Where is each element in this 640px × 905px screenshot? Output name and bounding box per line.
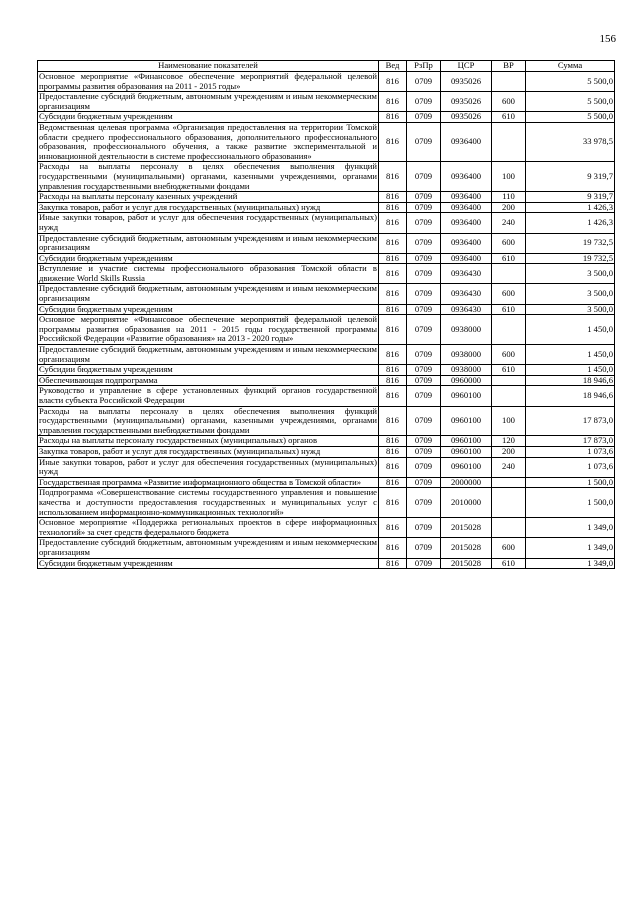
row-sum: 33 978,5 <box>526 122 615 161</box>
row-vr: 610 <box>492 365 526 376</box>
row-sum: 1 349,0 <box>526 538 615 558</box>
row-vr: 600 <box>492 233 526 253</box>
row-rzpr: 0709 <box>407 112 441 123</box>
row-ved: 816 <box>379 457 407 477</box>
row-name: Субсидии бюджетным учреждениям <box>38 558 379 569</box>
row-csr: 0935026 <box>441 112 492 123</box>
row-rzpr: 0709 <box>407 315 441 345</box>
table-row <box>38 92 615 112</box>
row-name: Субсидии бюджетным учреждениям <box>38 304 379 315</box>
row-sum: 3 500,0 <box>526 264 615 284</box>
table-row <box>38 436 615 447</box>
row-rzpr: 0709 <box>407 365 441 376</box>
table-row <box>38 558 615 569</box>
row-csr: 0960100 <box>441 446 492 457</box>
row-ved: 816 <box>379 365 407 376</box>
row-rzpr: 0709 <box>407 477 441 488</box>
table-row <box>38 253 615 264</box>
row-ved: 816 <box>379 558 407 569</box>
row-rzpr: 0709 <box>407 488 441 518</box>
row-rzpr: 0709 <box>407 406 441 436</box>
table-row <box>38 446 615 457</box>
row-ved: 816 <box>379 315 407 345</box>
row-rzpr: 0709 <box>407 202 441 213</box>
row-sum: 5 500,0 <box>526 92 615 112</box>
row-name: Вступление и участие системы профессионального образования Томской области в движение World Skills Russia <box>39 263 377 283</box>
row-name: Расходы на выплаты персоналу государственных (муниципальных) органов <box>38 436 379 447</box>
row-ved: 816 <box>379 264 407 284</box>
row-ved: 816 <box>379 446 407 457</box>
row-sum: 1 500,0 <box>526 488 615 518</box>
table-body <box>38 72 615 569</box>
row-rzpr: 0709 <box>407 375 441 386</box>
row-ved: 816 <box>379 538 407 558</box>
table-row <box>38 477 615 488</box>
row-vr <box>492 477 526 488</box>
table-row <box>38 365 615 376</box>
row-name: Предоставление субсидий бюджетным, автономным учреждениям и иным некоммерческим организациям <box>39 232 377 253</box>
row-sum: 1 450,0 <box>526 315 615 345</box>
row-rzpr: 0709 <box>407 304 441 315</box>
row-sum: 18 946,6 <box>526 375 615 386</box>
row-vr: 600 <box>492 92 526 112</box>
row-rzpr: 0709 <box>407 436 441 447</box>
header-sum: Сумма <box>526 61 615 72</box>
header-ved: Вед <box>379 61 407 72</box>
row-csr: 0935026 <box>441 92 492 112</box>
row-csr: 0936400 <box>441 213 492 233</box>
row-csr: 0935026 <box>441 72 492 92</box>
row-name: Субсидии бюджетным учреждениям <box>38 253 379 264</box>
row-vr: 120 <box>492 436 526 447</box>
table-row <box>38 192 615 203</box>
row-name: Предоставление субсидий бюджетным, автономным учреждениям и иным некоммерческим организациям <box>39 537 377 557</box>
row-ved: 816 <box>379 345 407 365</box>
row-vr <box>492 375 526 386</box>
row-sum: 9 319,7 <box>526 162 615 192</box>
row-ved: 816 <box>379 192 407 203</box>
row-ved: 816 <box>379 122 407 161</box>
row-vr: 600 <box>492 345 526 365</box>
row-name: Закупка товаров, работ и услуг для государственных (муниципальных) нужд <box>38 446 379 457</box>
table-row <box>38 304 615 315</box>
row-vr <box>492 518 526 538</box>
row-ved: 816 <box>379 162 407 192</box>
header-csr: ЦСР <box>441 61 492 72</box>
row-csr: 0936430 <box>441 264 492 284</box>
page-number: 156 <box>599 33 616 45</box>
row-sum: 19 732,5 <box>526 253 615 264</box>
row-name: Подпрограмма «Совершенствование системы государственного управления и повышение качества и доступности предоставления государственных и муниципальных услуг с использованием информационно-коммуникационных технологий» <box>39 487 377 517</box>
row-rzpr: 0709 <box>407 92 441 112</box>
row-ved: 816 <box>379 518 407 538</box>
row-csr: 2015028 <box>441 558 492 569</box>
row-vr <box>492 72 526 92</box>
row-rzpr: 0709 <box>407 446 441 457</box>
row-rzpr: 0709 <box>407 386 441 406</box>
row-ved: 816 <box>379 436 407 447</box>
row-name: Основное мероприятие «Финансовое обеспечение мероприятий федеральной целевой программы развития образования на 2011 - 2015 годы» <box>39 71 377 91</box>
row-name: Руководство и управление в сфере установленных функций органов государственной власти субъекта Российской Федерации <box>39 385 377 405</box>
row-vr: 240 <box>492 457 526 477</box>
row-vr <box>492 315 526 345</box>
row-rzpr: 0709 <box>407 122 441 161</box>
row-name: Иные закупки товаров, работ и услуг для обеспечения государственных (муниципальных) нужд <box>39 456 377 477</box>
row-name: Ведомственная целевая программа «Организация предоставления на территории Томской области среднего профессионального образования, дополнительного профессионального образования, профессионального обучения, а также развитие экспериментальной и инновационной деятельности в системе профессионального образования» <box>39 121 377 161</box>
table-row <box>38 406 615 436</box>
row-name: Государственная программа «Развитие информационного общества в Томской области» <box>38 477 379 488</box>
row-name: Расходы на выплаты персоналу казенных учреждений <box>38 192 379 203</box>
row-sum: 5 500,0 <box>526 72 615 92</box>
row-name: Иные закупки товаров, работ и услуг для обеспечения государственных (муниципальных) нужд <box>39 212 377 232</box>
row-csr: 0936400 <box>441 122 492 161</box>
row-ved: 816 <box>379 233 407 253</box>
row-name: Субсидии бюджетным учреждениям <box>38 112 379 123</box>
row-vr: 240 <box>492 213 526 233</box>
row-vr: 600 <box>492 538 526 558</box>
table-row <box>38 345 615 365</box>
table-row <box>38 386 615 406</box>
table-row <box>38 213 615 233</box>
row-ved: 816 <box>379 112 407 123</box>
table-row <box>38 162 615 192</box>
row-rzpr: 0709 <box>407 213 441 233</box>
row-csr: 0936400 <box>441 253 492 264</box>
row-vr: 100 <box>492 162 526 192</box>
row-csr: 0960100 <box>441 386 492 406</box>
row-csr: 0960100 <box>441 436 492 447</box>
row-csr: 0960100 <box>441 406 492 436</box>
table-row <box>38 488 615 518</box>
row-rzpr: 0709 <box>407 538 441 558</box>
row-name: Расходы на выплаты персоналу в целях обеспечения выполнения функций государственными (муниципальными) органами, казенными учреждениями, органами управления государственными внебюджетными фондами <box>39 405 377 435</box>
table-row <box>38 202 615 213</box>
header-row <box>38 61 615 72</box>
row-csr: 0938000 <box>441 315 492 345</box>
row-ved: 816 <box>379 477 407 488</box>
row-vr <box>492 386 526 406</box>
row-csr: 0936400 <box>441 233 492 253</box>
row-csr: 2010000 <box>441 488 492 518</box>
row-sum: 9 319,7 <box>526 192 615 203</box>
row-sum: 17 873,0 <box>526 436 615 447</box>
row-name: Основное мероприятие «Поддержка региональных проектов в сфере информационных технологий» за счет средств федерального бюджета <box>39 517 377 537</box>
row-vr: 610 <box>492 112 526 123</box>
row-ved: 816 <box>379 202 407 213</box>
header-vr: ВР <box>492 61 526 72</box>
row-vr: 100 <box>492 406 526 436</box>
row-name: Закупка товаров, работ и услуг для государственных (муниципальных) нужд <box>38 202 379 213</box>
row-sum: 1 073,6 <box>526 457 615 477</box>
row-sum: 3 500,0 <box>526 304 615 315</box>
row-sum: 1 073,6 <box>526 446 615 457</box>
row-rzpr: 0709 <box>407 253 441 264</box>
row-sum: 1 450,0 <box>526 345 615 365</box>
table-row <box>38 233 615 253</box>
row-csr: 0936430 <box>441 304 492 315</box>
row-vr: 110 <box>492 192 526 203</box>
row-rzpr: 0709 <box>407 233 441 253</box>
table-row <box>38 457 615 477</box>
row-name: Субсидии бюджетным учреждениям <box>38 365 379 376</box>
row-vr: 610 <box>492 253 526 264</box>
row-sum: 1 500,0 <box>526 477 615 488</box>
budget-table <box>37 60 615 569</box>
row-rzpr: 0709 <box>407 192 441 203</box>
row-csr: 0960100 <box>441 457 492 477</box>
row-vr: 610 <box>492 558 526 569</box>
row-sum: 1 349,0 <box>526 518 615 538</box>
row-sum: 3 500,0 <box>526 284 615 304</box>
row-csr: 2015028 <box>441 518 492 538</box>
row-csr: 0938000 <box>441 365 492 376</box>
row-name: Расходы на выплаты персоналу в целях обеспечения выполнения функций государственными (муниципальными) органами, казенными учреждениями, органами управления государственными внебюджетными фондами <box>39 161 377 191</box>
row-ved: 816 <box>379 406 407 436</box>
table-header <box>38 61 615 72</box>
row-csr: 0938000 <box>441 345 492 365</box>
table-row <box>38 112 615 123</box>
header-rzpr: РзПр <box>407 61 441 72</box>
table-row <box>38 538 615 558</box>
row-ved: 816 <box>379 253 407 264</box>
row-rzpr: 0709 <box>407 345 441 365</box>
row-rzpr: 0709 <box>407 162 441 192</box>
row-name: Основное мероприятие «Финансовое обеспечение мероприятий федеральной целевой программы развития образования на 2011 - 2015 годы государственной программы Российской Федерации «Развитие образования» на 2013 - 2020 годы» <box>39 314 377 344</box>
row-name: Предоставление субсидий бюджетным, автономным учреждениям и иным некоммерческим организациям <box>39 344 377 364</box>
row-sum: 5 500,0 <box>526 112 615 123</box>
row-rzpr: 0709 <box>407 518 441 538</box>
row-sum: 1 450,0 <box>526 365 615 376</box>
row-rzpr: 0709 <box>407 264 441 284</box>
row-sum: 1 349,0 <box>526 558 615 569</box>
row-rzpr: 0709 <box>407 457 441 477</box>
row-name: Предоставление субсидий бюджетным, автономным учреждениям и иным некоммерческим организациям <box>39 91 377 111</box>
row-rzpr: 0709 <box>407 558 441 569</box>
row-csr: 2000000 <box>441 477 492 488</box>
row-rzpr: 0709 <box>407 284 441 304</box>
row-ved: 816 <box>379 488 407 518</box>
row-csr: 2015028 <box>441 538 492 558</box>
row-ved: 816 <box>379 284 407 304</box>
row-vr <box>492 488 526 518</box>
row-vr <box>492 122 526 161</box>
table-row <box>38 284 615 304</box>
row-vr <box>492 264 526 284</box>
row-sum: 19 732,5 <box>526 233 615 253</box>
row-sum: 17 873,0 <box>526 406 615 436</box>
table-row <box>38 264 615 284</box>
row-csr: 0936400 <box>441 202 492 213</box>
row-ved: 816 <box>379 92 407 112</box>
row-ved: 816 <box>379 72 407 92</box>
row-ved: 816 <box>379 386 407 406</box>
row-sum: 1 426,3 <box>526 213 615 233</box>
row-ved: 816 <box>379 375 407 386</box>
row-csr: 0960000 <box>441 375 492 386</box>
row-vr: 600 <box>492 284 526 304</box>
row-name: Предоставление субсидий бюджетным, автономным учреждениям и иным некоммерческим организациям <box>39 283 377 304</box>
header-name: Наименование показателей <box>38 61 379 72</box>
row-csr: 0936400 <box>441 162 492 192</box>
table-row <box>38 315 615 345</box>
row-vr: 610 <box>492 304 526 315</box>
table-row <box>38 375 615 386</box>
table-row <box>38 518 615 538</box>
row-csr: 0936430 <box>441 284 492 304</box>
row-ved: 816 <box>379 213 407 233</box>
row-csr: 0936400 <box>441 192 492 203</box>
row-rzpr: 0709 <box>407 72 441 92</box>
row-vr: 200 <box>492 202 526 213</box>
row-vr: 200 <box>492 446 526 457</box>
table-row <box>38 122 615 161</box>
table-row <box>38 72 615 92</box>
row-name: Обеспечивающая подпрограмма <box>38 375 379 386</box>
row-sum: 18 946,6 <box>526 386 615 406</box>
row-sum: 1 426,3 <box>526 202 615 213</box>
row-ved: 816 <box>379 304 407 315</box>
